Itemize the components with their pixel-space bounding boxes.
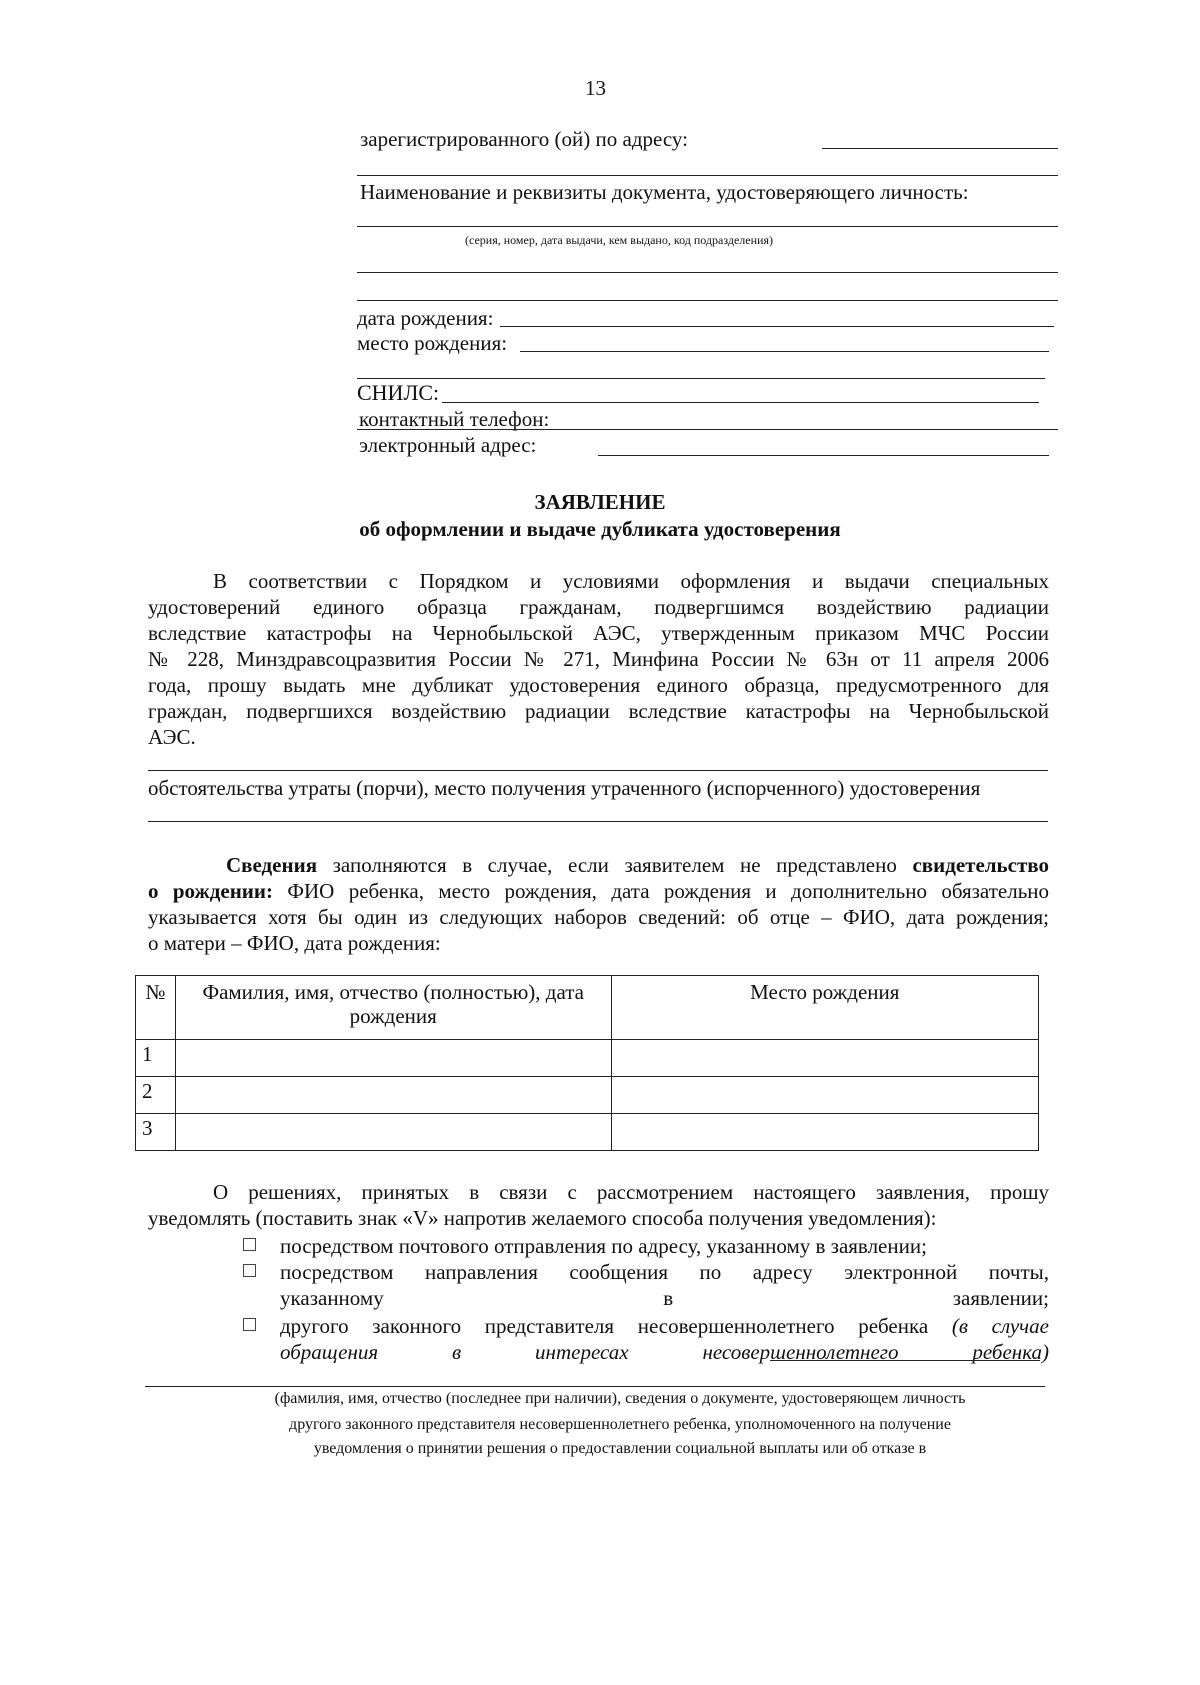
table-row	[136, 1040, 1039, 1077]
notify-intro-1: О решениях, принятых в связи с рассмотрением настоящего заявления, прошу	[213, 1180, 1049, 1204]
option-postal-label: посредством почтового отправления по адресу, указанному в заявлении;	[280, 1234, 927, 1258]
info-bold-2: свидетельство	[912, 853, 1049, 877]
table-cell-name[interactable]	[175, 1077, 611, 1114]
table-header-place: Место рождения	[611, 976, 1039, 1040]
statement-line: граждан, подвергшихся воздействию радиации вследствие катастрофы на Чернобыльской	[148, 699, 1049, 723]
phone-field[interactable]	[357, 429, 1058, 430]
table-header-row	[136, 976, 1039, 1040]
option-email-label-2: указанному в заявлении;	[280, 1286, 1049, 1310]
option-representative-note: (в случае	[951, 1314, 1049, 1338]
option-representative-label: другого законного представителя несовершеннолетнего ребенка	[280, 1314, 952, 1338]
id-document-hint: (серия, номер, дата выдачи, кем выдано, код подразделения)	[465, 233, 773, 247]
notify-option-postal	[243, 1233, 1049, 1259]
info-line-2	[148, 878, 1049, 904]
id-document-field-3[interactable]	[357, 300, 1058, 301]
option-email-label: посредством направления сообщения по адресу электронной почты,	[280, 1260, 1049, 1284]
statement-line: АЭС.	[148, 725, 196, 749]
info-paragraph	[148, 852, 1049, 956]
registered-address-field[interactable]	[822, 148, 1058, 149]
id-document-field-2[interactable]	[357, 272, 1058, 273]
email-label: электронный адрес:	[359, 433, 537, 457]
table-cell-place[interactable]	[611, 1040, 1039, 1077]
email-field[interactable]	[598, 455, 1049, 456]
birth-place-label: место рождения:	[357, 331, 508, 355]
info-text-2: ФИО ребенка, место рождения, дата рождения и дополнительно обязательно	[273, 879, 1050, 903]
notify-intro-2: уведомлять (поставить знак «V» напротив желаемого способа получения уведомления):	[148, 1206, 937, 1230]
document-subtitle: об оформлении и выдаче дубликата удостоверения	[359, 517, 841, 541]
option-representative-note-2: обращения в интересах несовершеннолетнего ребенка)	[280, 1340, 1049, 1364]
loss-circumstances-field[interactable]	[148, 770, 1048, 771]
statement-line: В соответствии с Порядком и условиями оформления и выдачи специальных	[213, 569, 1049, 593]
footer-line-2: другого законного представителя несовершеннолетнего ребенка, уполномоченного на получение	[289, 1416, 951, 1433]
info-bold-1: Сведения	[226, 853, 318, 877]
statement-line: года, прошу выдать мне дубликат удостоверения единого образца, предусмотренного для	[148, 673, 1049, 697]
birth-place-field[interactable]	[520, 351, 1049, 352]
info-bold-3: о рождении:	[148, 879, 274, 903]
table-header-num: №	[136, 976, 176, 1040]
birth-place-field-2[interactable]	[357, 378, 1045, 379]
document-title: ЗАЯВЛЕНИЕ	[534, 490, 666, 514]
table-cell-num: 2	[136, 1077, 176, 1114]
id-document-label: Наименование и реквизиты документа, удостоверяющего личность:	[360, 180, 969, 204]
footer-line-3: уведомления о принятии решения о предоставлении социальной выплаты или об отказе в	[313, 1440, 927, 1457]
info-line-1	[148, 852, 1049, 878]
phone-label: контактный телефон:	[359, 407, 550, 431]
registered-address-field-2[interactable]	[357, 175, 1058, 176]
page-number: 13	[585, 76, 606, 100]
loss-circumstances-field-2[interactable]	[148, 821, 1048, 822]
registered-address-label: зарегистрированного (ой) по адресу:	[360, 127, 688, 151]
table-row	[136, 1114, 1039, 1151]
birth-date-field[interactable]	[500, 326, 1054, 327]
statement-line: удостоверений единого образца гражданам, подвергшимся воздействию радиации	[148, 595, 1049, 619]
statement-paragraph	[148, 568, 1049, 750]
info-text-1: заполняются в случае, если заявителем не представлено	[317, 853, 913, 877]
table-cell-name[interactable]	[175, 1040, 611, 1077]
statement-line: № 228, Минздравсоцразвития России № 271, Минфина России № 63н от 11 апреля 2006	[148, 647, 1049, 671]
table-cell-place[interactable]	[611, 1077, 1039, 1114]
table-cell-num: 3	[136, 1114, 176, 1151]
checkbox-email[interactable]	[243, 1264, 256, 1277]
loss-circumstances-hint: обстоятельства утраты (порчи), место получения утраченного (испорченного) удостоверения	[148, 776, 981, 800]
info-line-4: о матери – ФИО, дата рождения:	[148, 931, 441, 955]
notify-paragraph	[148, 1179, 1049, 1231]
notify-option-representative	[243, 1313, 1049, 1365]
table-cell-num: 1	[136, 1040, 176, 1077]
snils-label: СНИЛС:	[357, 380, 440, 405]
notify-option-email	[243, 1259, 1049, 1311]
table-cell-name[interactable]	[175, 1114, 611, 1151]
table-cell-place[interactable]	[611, 1114, 1039, 1151]
birth-date-label: дата рождения:	[357, 306, 494, 330]
checkbox-postal[interactable]	[243, 1238, 256, 1251]
footer-line-1: (фамилия, имя, отчество (последнее при наличии), сведения о документе, удостоверяющем личность	[274, 1390, 966, 1407]
id-document-field[interactable]	[357, 226, 1058, 227]
info-line-3: указывается хотя бы один из следующих наборов сведений: об отце – ФИО, дата рождения;	[148, 905, 1049, 929]
checkbox-representative[interactable]	[243, 1318, 256, 1331]
representative-field[interactable]	[770, 1360, 1040, 1361]
statement-line: вследствие катастрофы на Чернобыльской АЭС, утвержденным приказом МЧС России	[148, 621, 1049, 645]
table-row	[136, 1077, 1039, 1114]
children-table	[135, 975, 1039, 1151]
table-header-name: Фамилия, имя, отчество (полностью), дата рождения	[175, 976, 611, 1040]
snils-field[interactable]	[442, 402, 1039, 403]
